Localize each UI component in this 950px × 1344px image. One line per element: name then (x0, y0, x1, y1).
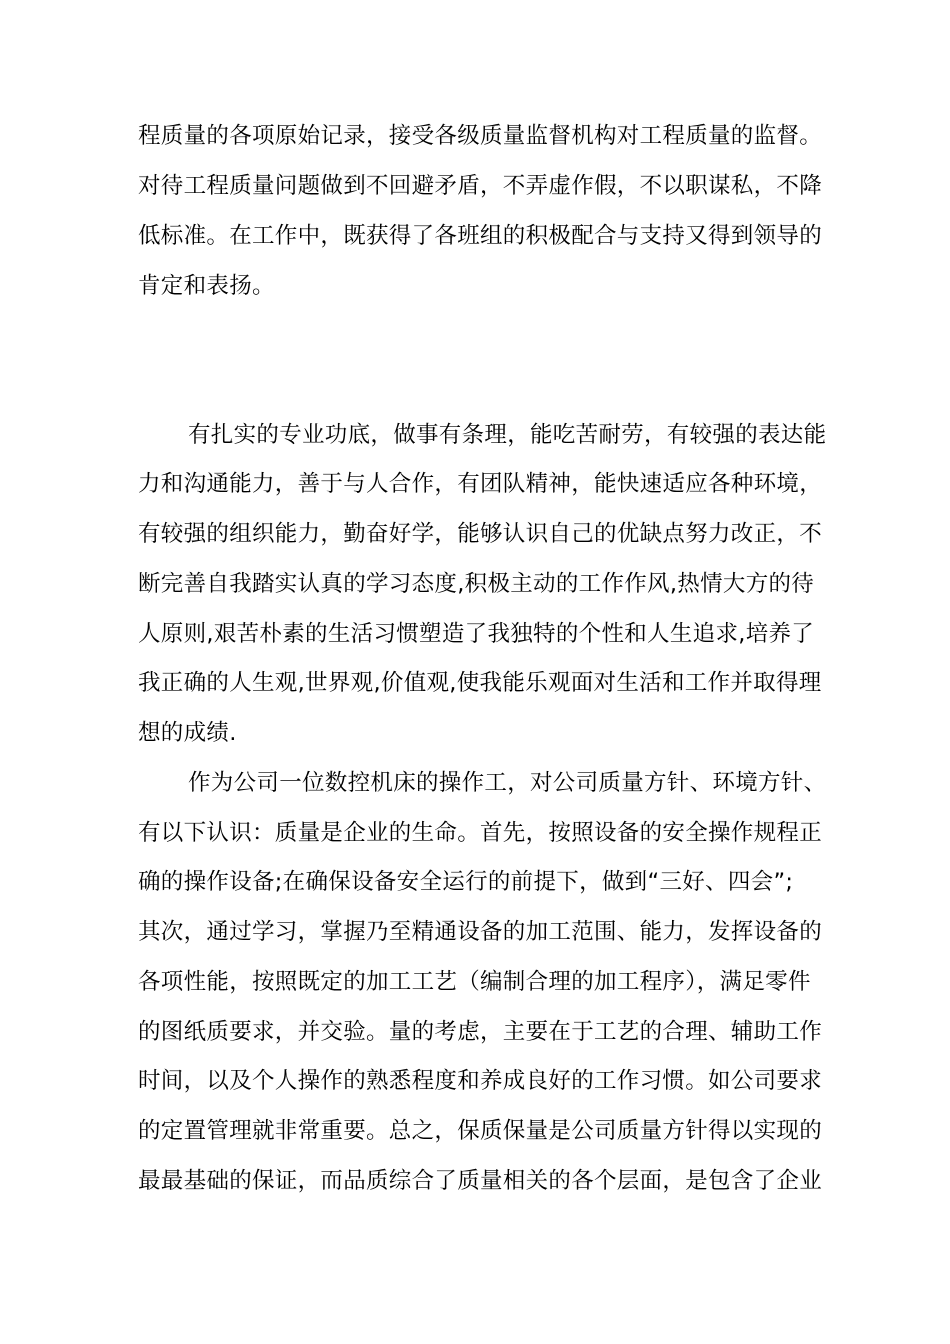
text-line: 力和沟通能力，善于与人合作，有团队精神，能快速适应各种环境， (138, 471, 823, 497)
text-line: 断完善自我踏实认真的学习态度,积极主动的工作作风,热情大方的待 (138, 571, 815, 597)
text-line: 有以下认识：质量是企业的生命。首先，按照设备的安全操作规程正 (138, 820, 823, 846)
text-line: 的图纸质要求，并交验。量的考虑，主要在于工艺的合理、辅助工作 (138, 1019, 823, 1045)
text-line: 作为公司一位数控机床的操作工，对公司质量方针、环境方针、 (188, 770, 827, 796)
text-line: 其次，通过学习，掌握乃至精通设备的加工范围、能力，发挥设备的 (138, 919, 823, 945)
text-line: 低标准。在工作中，既获得了各班组的积极配合与支持又得到领导的 (138, 223, 823, 249)
text-line: 有扎实的专业功底，做事有条理，能吃苦耐劳，有较强的表达能 (188, 422, 827, 448)
text-line: 想的成绩. (138, 720, 237, 746)
text-line: 人原则,艰苦朴素的生活习惯塑造了我独特的个性和人生追求,培养了 (138, 621, 815, 647)
text-line: 各项性能，按照既定的加工工艺（编制合理的加工程序），满足零件 (138, 969, 811, 995)
text-line: 程质量的各项原始记录，接受各级质量监督机构对工程质量的监督。 (138, 123, 823, 149)
text-line: 确的操作设备;在确保设备安全运行的前提下，做到“三好、四会”; (138, 869, 794, 895)
text-line: 最最基础的保证，而品质综合了质量相关的各个层面，是包含了企业 (138, 1168, 823, 1194)
text-line: 的定置管理就非常重要。总之，保质保量是公司质量方针得以实现的 (138, 1118, 823, 1144)
text-line: 我正确的人生观,世界观,价值观,使我能乐观面对生活和工作并取得理 (138, 670, 822, 696)
text-line: 肯定和表扬。 (138, 273, 275, 299)
text-line: 时间，以及个人操作的熟悉程度和养成良好的工作习惯。如公司要求 (138, 1068, 823, 1094)
text-line: 有较强的组织能力，勤奋好学，能够认识自己的优缺点努力改正，不 (138, 521, 823, 547)
text-line: 对待工程质量问题做到不回避矛盾，不弄虚作假，不以职谋私，不降 (138, 173, 823, 199)
